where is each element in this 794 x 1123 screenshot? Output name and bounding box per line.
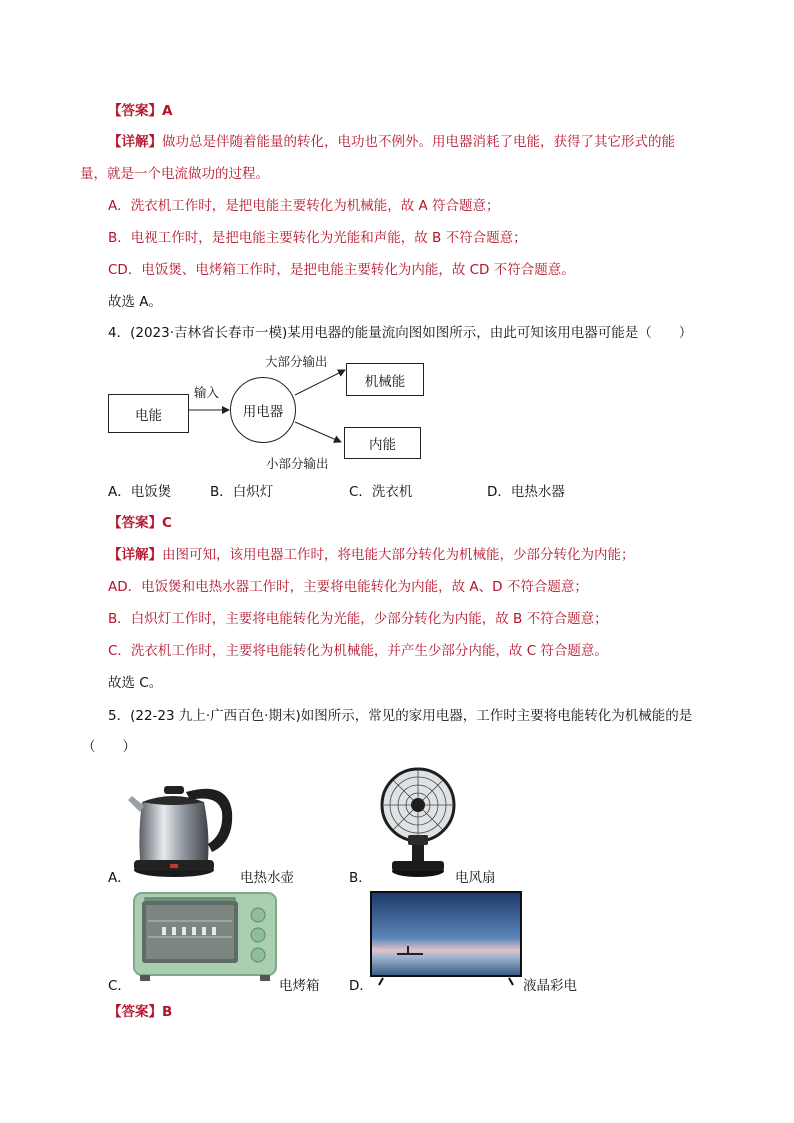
answer-value: C [162, 515, 172, 531]
detail-tag: 【详解】 [108, 134, 162, 150]
detail-tag: 【详解】 [108, 547, 162, 563]
q3-option-a: A．洗衣机工作时，是把电能主要转化为机械能，故 A 符合题意； [108, 198, 500, 214]
q4-detail [108, 545, 635, 565]
detail-text: 做功总是伴随着能量的转化，电功也不例外。用电器消耗了电能，获得了其它形式的能 [162, 134, 675, 150]
q3-option-cd: CD．电饭煲、电烤箱工作时，是把电能主要转化为内能，故 CD 不符合题意。 [108, 262, 575, 278]
mechanical-energy-box: 机械能 [346, 363, 424, 396]
q5-option-b-name: 电风扇 [455, 870, 496, 886]
q5-option-a-name: 电热水壶 [240, 870, 294, 886]
input-label: 输入 [194, 385, 220, 400]
tv-image [369, 890, 523, 986]
q5-option-b-letter: B． [349, 870, 372, 886]
appliance-circle: 用电器 [230, 377, 296, 443]
q4-option-c: C．洗衣机 [349, 484, 413, 500]
q4-option-b: B．白炽灯 [210, 484, 274, 500]
q4-option-a: A．电饭煲 [108, 484, 172, 500]
q5-stem: 5．(22-23 九上·广西百色·期末)如图所示，常见的家用电器，工作时主要将电能转化为机械能的是 [108, 708, 693, 724]
q5-option-a-letter: A． [108, 870, 131, 886]
q5-option-c-name: 电烤箱 [279, 978, 320, 994]
bottom-arrow [295, 422, 341, 442]
energy-flow-diagram [108, 350, 428, 472]
top-output-label: 大部分输出 [265, 354, 328, 369]
q4-choose: 故选 C。 [108, 675, 163, 691]
q3-option-b: B．电视工作时，是把电能主要转化为光能和声能，故 B 不符合题意； [108, 230, 527, 246]
answer-value: B [162, 1004, 173, 1020]
q4-option-b-detail: B．白炽灯工作时，主要将电能转化为光能，少部分转化为内能，故 B 不符合题意； [108, 611, 608, 627]
answer-tag: 【答案】 [108, 1004, 162, 1020]
q4-answer-line [108, 513, 172, 533]
q5-option-d-name: 液晶彩电 [523, 978, 577, 994]
oven-image [132, 891, 278, 983]
q4-option-c-detail: C．洗衣机工作时，主要将电能转化为机械能，并产生少部分内能，故 C 符合题意。 [108, 643, 608, 659]
top-arrow [295, 370, 345, 395]
q5-option-d-letter: D． [349, 978, 373, 994]
bottom-output-label: 小部分输出 [266, 456, 329, 471]
fan-image [372, 767, 468, 879]
kettle-image [128, 772, 240, 880]
source-box: 电能 [108, 394, 189, 433]
detail-text: 由图可知，该用电器工作时，将电能大部分转化为机械能，少部分转化为内能； [162, 547, 635, 563]
q5-option-c-letter: C． [108, 978, 131, 994]
answer-value: A [162, 103, 173, 119]
q4-option-ad: AD．电饭煲和电热水器工作时，主要将电能转化为内能，故 A、D 不符合题意； [108, 579, 588, 595]
answer-tag: 【答案】 [108, 103, 162, 119]
q4-option-d: D．电热水器 [487, 484, 565, 500]
internal-energy-box: 内能 [344, 427, 421, 459]
q3-choose: 故选 A。 [108, 294, 163, 310]
q3-detail-line2: 量，就是一个电流做功的过程。 [80, 166, 269, 182]
q3-detail-line1 [108, 132, 675, 152]
q3-answer-line [108, 101, 172, 121]
q5-answer-line [108, 1002, 172, 1022]
q5-paren: （ ） [82, 739, 136, 755]
answer-tag: 【答案】 [108, 515, 162, 531]
q4-stem: 4．(2023·吉林省长春市一模)某用电器的能量流向图如图所示，由此可知该用电器可能是（ ） [108, 325, 693, 341]
